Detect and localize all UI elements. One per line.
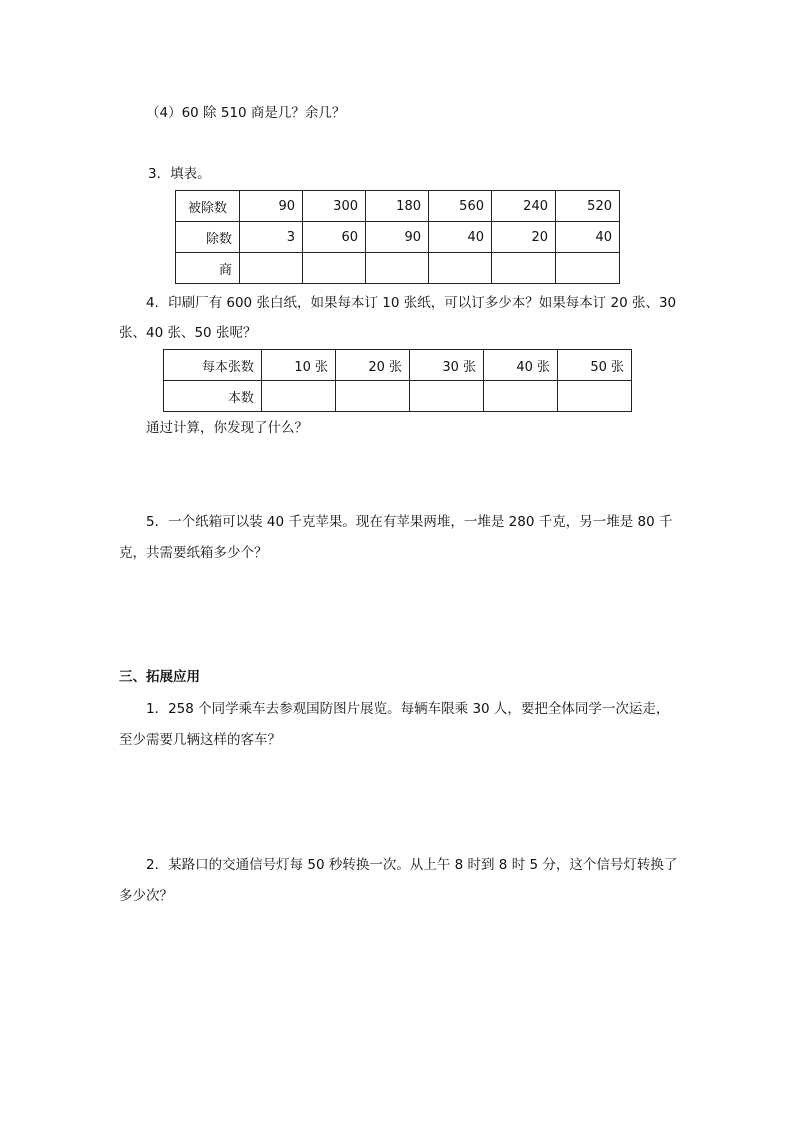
books-blank[interactable] (484, 381, 558, 412)
row-label-dividend: 被除数 (176, 191, 240, 222)
dividend-cell: 240 (492, 191, 556, 222)
q4-followup: 通过计算，你发现了什么？ (146, 420, 308, 436)
sheets-cell: 10 张 (262, 350, 336, 381)
dividend-cell: 560 (429, 191, 492, 222)
divisor-cell: 20 (492, 222, 556, 253)
q5-text-line1: 5．一个纸箱可以装 40 千克苹果。现在有苹果两堆，一堆是 280 千克，另一堆是 80 千 (146, 514, 673, 530)
s3-p1-line1: 1．258 个同学乘车去参观国防图片展览。每辆车限乘 30 人，要把全体同学一次运走， (146, 701, 670, 717)
row-label-sheets: 每本张数 (164, 350, 262, 381)
quotient-blank[interactable] (492, 253, 556, 284)
sheets-cell: 20 张 (336, 350, 410, 381)
s3-p2-line2: 多少次？ (119, 888, 173, 904)
books-blank[interactable] (410, 381, 484, 412)
dividend-cell: 180 (366, 191, 429, 222)
books-blank[interactable] (336, 381, 410, 412)
sheets-cell: 50 张 (558, 350, 632, 381)
s3-p1-line2: 至少需要几辆这样的客车？ (119, 732, 281, 748)
table-row (176, 253, 620, 284)
q3-title: 3．填表。 (148, 166, 211, 182)
quotient-blank[interactable] (366, 253, 429, 284)
table-row (164, 381, 632, 412)
dividend-cell: 90 (240, 191, 303, 222)
quotient-blank[interactable] (556, 253, 620, 284)
quotient-blank[interactable] (240, 253, 303, 284)
row-label-divisor: 除数 (176, 222, 240, 253)
divisor-cell: 40 (556, 222, 620, 253)
divisor-cell: 40 (429, 222, 492, 253)
q5-text-line2: 克，共需要纸箱多少个？ (119, 545, 268, 561)
divisor-cell: 90 (366, 222, 429, 253)
divisor-cell: 3 (240, 222, 303, 253)
dividend-cell: 520 (556, 191, 620, 222)
books-blank[interactable] (262, 381, 336, 412)
quotient-blank[interactable] (303, 253, 366, 284)
dividend-cell: 300 (303, 191, 366, 222)
sheets-cell: 30 张 (410, 350, 484, 381)
q4-sub-question: （4）60 除 510 商是几？余几？ (146, 105, 346, 121)
s3-p2-line1: 2．某路口的交通信号灯每 50 秒转换一次。从上午 8 时到 8 时 5 分，这个信号灯转换了 (146, 857, 678, 873)
divisor-cell: 60 (303, 222, 366, 253)
q4-text-line2: 张、40 张、50 张呢？ (119, 325, 257, 341)
quotient-blank[interactable] (429, 253, 492, 284)
section3-heading: 三、拓展应用 (119, 669, 200, 685)
row-label-books: 本数 (164, 381, 262, 412)
q4-text-line1: 4．印刷厂有 600 张白纸，如果每本订 10 张纸，可以订多少本？如果每本订 20 张、30 (146, 295, 677, 311)
table-row (176, 222, 620, 253)
table-row (176, 191, 620, 222)
table-row (164, 350, 632, 381)
sheets-cell: 40 张 (484, 350, 558, 381)
row-label-quotient: 商 (176, 253, 240, 284)
books-blank[interactable] (558, 381, 632, 412)
q4-table (163, 349, 632, 412)
q3-table (175, 190, 620, 284)
